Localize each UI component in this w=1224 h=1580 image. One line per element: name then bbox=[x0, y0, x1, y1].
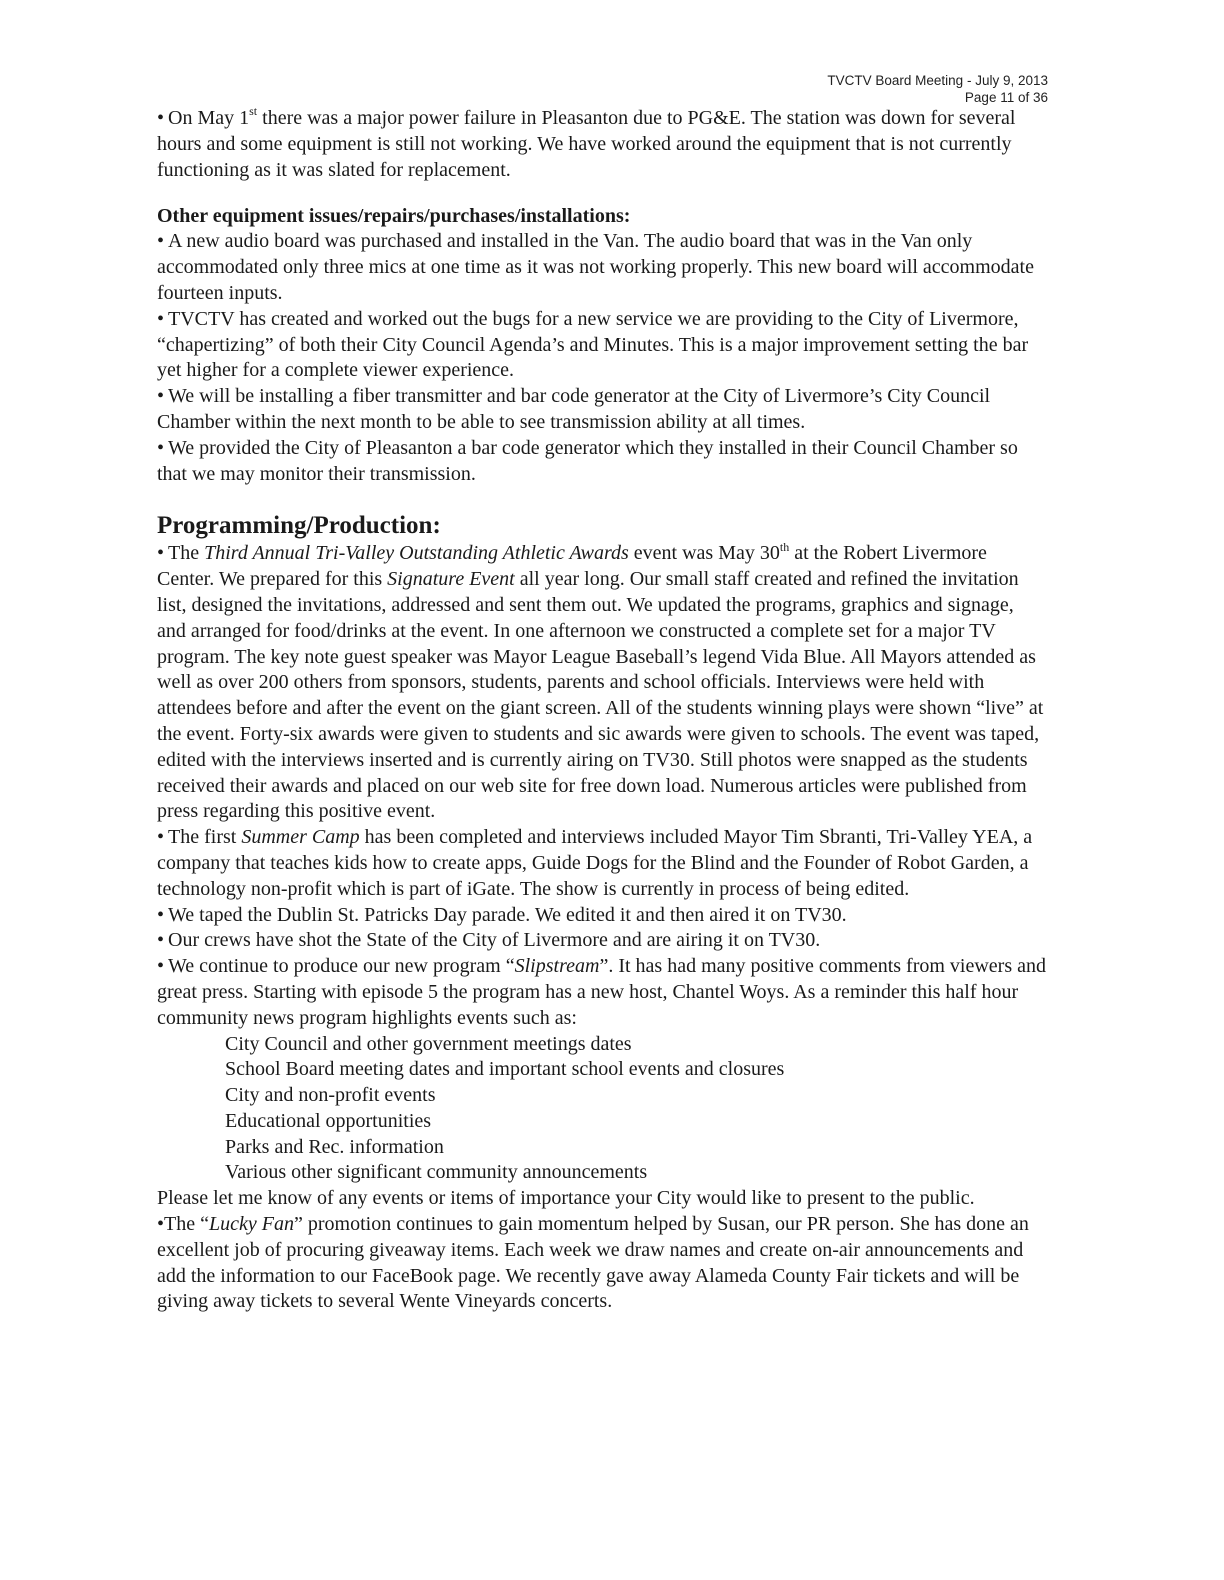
bullet-glyph: • bbox=[157, 826, 165, 849]
highlight-item: City and non-profit events bbox=[225, 1084, 436, 1107]
list-item: • TVCTV has created and worked out the bugs for a new service we are providing to the City of Livermore, “chapertizing” of both their City Council Agenda’s and Minutes. This is a major improvement setting the bar yet higher for a complete viewer experience. bbox=[157, 307, 1029, 382]
parade-paragraph: • We taped the Dublin St. Patricks Day parade. We edited it and then aired it on TV30. bbox=[157, 903, 847, 926]
awards-paragraph: • The Third Annual Tri-Valley Outstanding Athletic Awards event was May 30th at the Robert Livermore Center. We prepared for this Signature Event all year long. Our small staff created and refined the invitation list, designed the invitations, addressed and sent them out. We updated the programs, graphics and signage, and arranged for food/drinks at the event. In one afternoon we constructed a complete set for a major TV program. The key note guest speaker was Mayor League Baseball’s legend Vida Blue. All Mayors attended as well as over 200 others from sponsors, students, parents and school officials. Interviews were held with attendees before and after the event on the giant screen. All of the students winning plays were shown “live” at the event. Forty-six awards were given to students and sic awards were given to schools. The event was taped, edited with the interviews inserted and is currently airing on TV30. Still photos were snapped as the students received their awards and placed on our web site for free down load. Numerous articles were published from press regarding this positive event. bbox=[157, 539, 1044, 823]
slipstream-paragraph: • We continue to produce our new program “Slipstream”. It has had many positive comments from viewers and great press. Starting with episode 5 the program has a new host, Chantel Woys. As a reminder this half hour community news program highlights events such as: bbox=[157, 955, 1047, 1029]
equipment-heading: Other equipment issues/repairs/purchases/installations: bbox=[157, 205, 631, 228]
highlight-item: Various other significant community announcements bbox=[225, 1161, 648, 1184]
page-number: Page 11 of 36 bbox=[964, 90, 1048, 105]
list-item: • A new audio board was purchased and installed in the Van. The audio board that was in the Van only accommodated only three mics at one time as it was not working properly. This new board will accommodate fourteen inputs. bbox=[157, 230, 1034, 304]
state-of-city-paragraph: • Our crews have shot the State of the City of Livermore and are airing it on TV30. bbox=[157, 929, 821, 952]
bullet-glyph: • bbox=[157, 929, 165, 952]
meeting-title: TVCTV Board Meeting - July 9, 2013 bbox=[827, 73, 1048, 88]
highlight-item: Educational opportunities bbox=[225, 1109, 432, 1132]
list-item: • We will be installing a fiber transmitter and bar code generator at the City of Livermore’s City Council Chamber within the next month to be able to see transmission ability at all times. bbox=[157, 385, 991, 433]
highlight-item: School Board meeting dates and important school events and closures bbox=[225, 1058, 785, 1081]
closing-paragraph: Please let me know of any events or items of importance your City would like to present to the public. bbox=[157, 1187, 975, 1210]
bullet-glyph: • bbox=[157, 230, 165, 253]
programming-heading: Programming/Production: bbox=[157, 512, 441, 540]
bullet-glyph: • bbox=[157, 107, 165, 129]
page-header bbox=[827, 72, 1048, 106]
bullet-glyph: • bbox=[157, 955, 165, 978]
list-item: • We provided the City of Pleasanton a bar code generator which they installed in their Council Chamber so that we may monitor their transmission. bbox=[157, 436, 1018, 485]
lucky-fan-paragraph: •The “Lucky Fan” promotion continues to gain momentum helped by Susan, our PR person. She has done an excellent job of procuring giveaway items. Each week we draw names and create on-air announcements and add the information to our FaceBook page. We recently gave away Alameda County Fair tickets and will be giving away tickets to several Wente Vineyards concerts. bbox=[157, 1213, 1029, 1313]
bullet-glyph: • bbox=[157, 436, 165, 459]
document-body bbox=[157, 106, 1047, 1315]
bullet-glyph: • bbox=[157, 903, 165, 926]
bullet-glyph: • bbox=[157, 385, 165, 408]
highlight-item: Parks and Rec. information bbox=[225, 1135, 444, 1158]
bullet-glyph: • bbox=[157, 1213, 165, 1236]
power-failure-paragraph: • On May 1st there was a major power failure in Pleasanton due to PG&E. The station was down for several hours and some equipment is still not working. We have worked around the equipment that is not currently functioning as it was slated for replacement. bbox=[157, 104, 1016, 181]
bullet-glyph: • bbox=[157, 307, 165, 330]
summer-camp-paragraph: • The first Summer Camp has been completed and interviews included Mayor Tim Sbranti, Tri-Valley YEA, a company that teaches kids how to create apps, Guide Dogs for the Blind and the Founder of Robot Garden, a technology non-profit which is part of iGate. The show is currently in process of being edited. bbox=[157, 826, 1033, 900]
highlight-item: City Council and other government meetings dates bbox=[225, 1032, 632, 1055]
bullet-glyph: • bbox=[157, 542, 165, 565]
